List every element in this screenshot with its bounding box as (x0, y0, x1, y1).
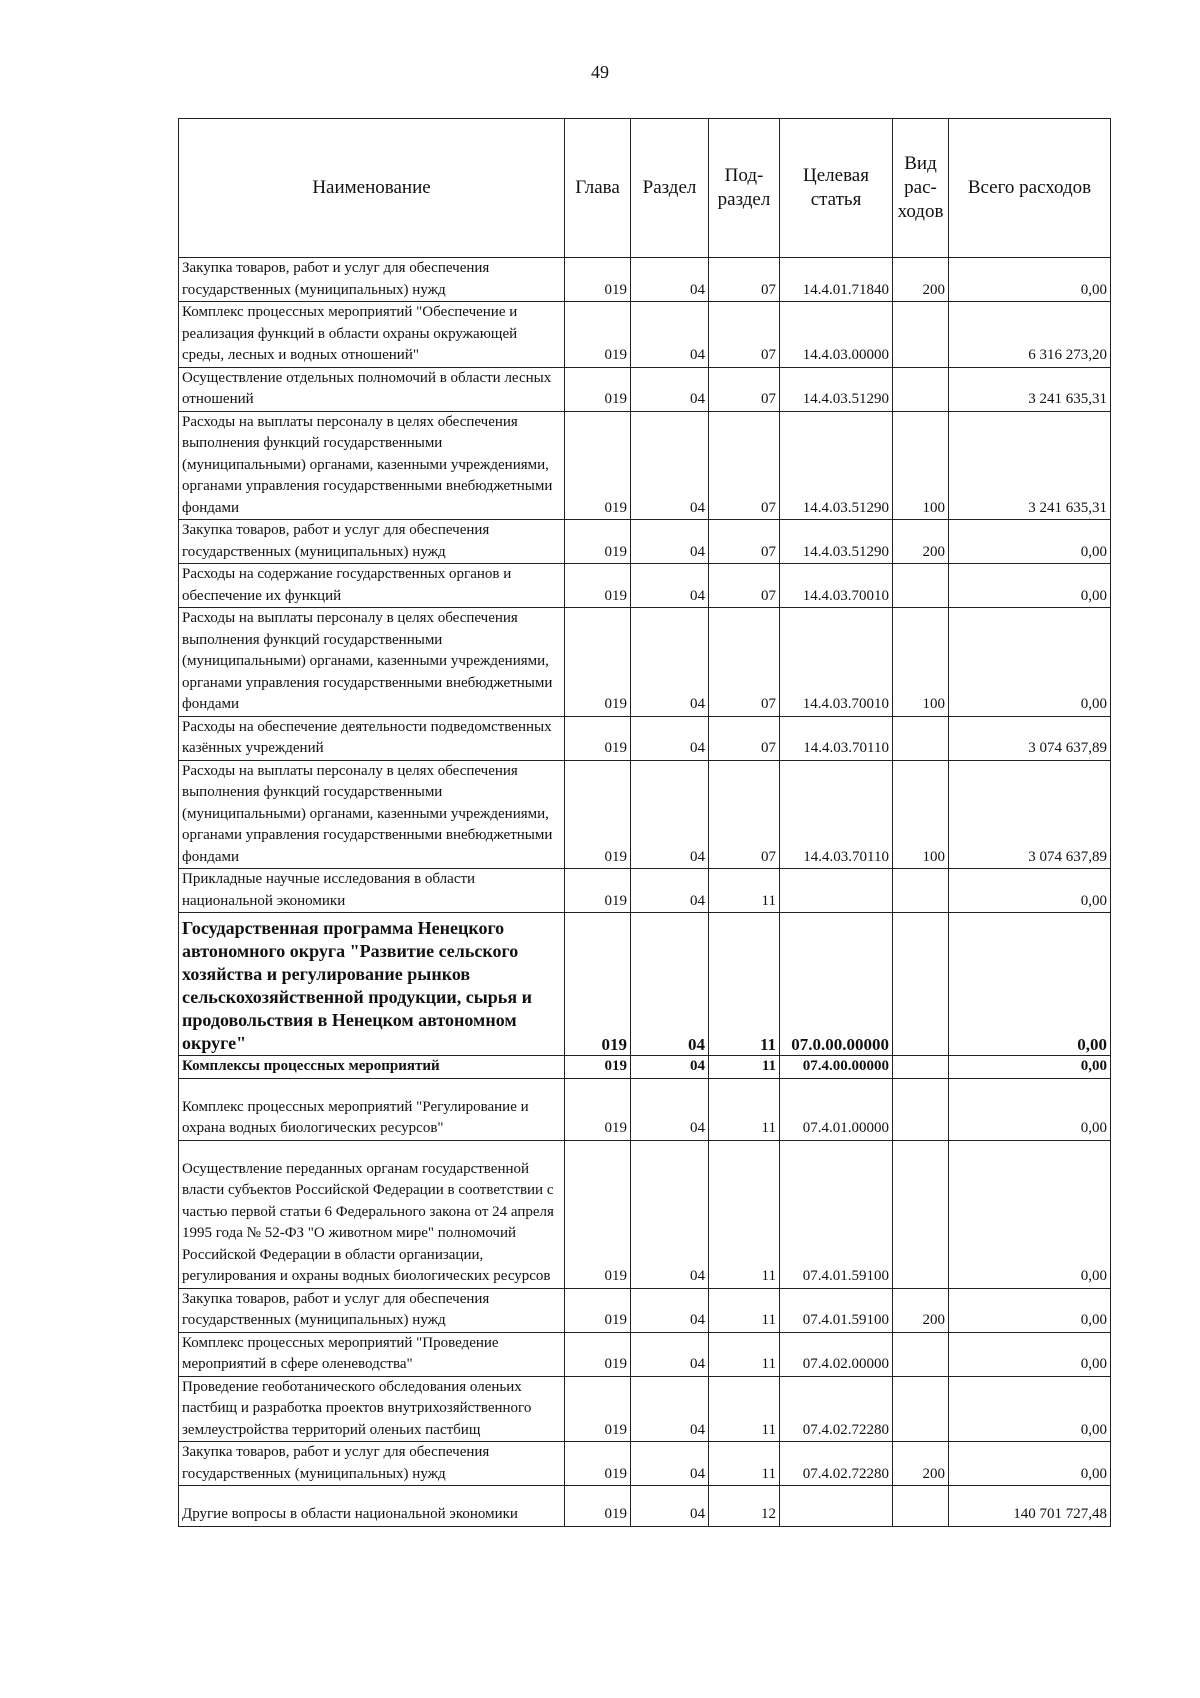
row-total: 0,00 (949, 258, 1111, 302)
row-section: 04 (631, 411, 709, 520)
row-target-article: 14.4.03.00000 (780, 302, 893, 368)
row-subsection: 07 (709, 760, 780, 869)
row-section: 04 (631, 1486, 709, 1527)
row-chapter: 019 (565, 608, 631, 717)
row-expense-type: 200 (893, 520, 949, 564)
row-name: Государственная программа Ненецкого автономного округа "Развитие сельского хозяйства и регулирование рынков сельскохозяйственной продукции, сырья и продовольствия в Ненецком автономном округе" (179, 913, 565, 1056)
row-section: 04 (631, 760, 709, 869)
row-expense-type (893, 302, 949, 368)
row-subsection: 07 (709, 411, 780, 520)
header-expense-type: Вид рас- ходов (893, 119, 949, 258)
row-total: 0,00 (949, 1442, 1111, 1486)
row-subsection: 07 (709, 302, 780, 368)
row-target-article: 14.4.03.51290 (780, 367, 893, 411)
row-name: Проведение геоботанического обследования оленьих пастбищ и разработка проектов внутрихозяйственного землеустройства территорий оленьих пастбищ (179, 1376, 565, 1442)
row-expense-type (893, 1140, 949, 1288)
budget-table (178, 118, 1111, 1527)
row-chapter: 019 (565, 1332, 631, 1376)
row-name: Расходы на обеспечение деятельности подведомственных казённых учреждений (179, 716, 565, 760)
row-target-article (780, 869, 893, 913)
row-subsection: 11 (709, 1442, 780, 1486)
row-total: 3 074 637,89 (949, 716, 1111, 760)
table-row (179, 913, 1111, 1056)
row-section: 04 (631, 1376, 709, 1442)
header-name: Наименование (179, 119, 565, 258)
row-chapter: 019 (565, 411, 631, 520)
row-total: 140 701 727,48 (949, 1486, 1111, 1527)
row-name: Прикладные научные исследования в области национальной экономики (179, 869, 565, 913)
row-subsection: 07 (709, 564, 780, 608)
row-expense-type (893, 869, 949, 913)
row-section: 04 (631, 1056, 709, 1079)
row-subsection: 11 (709, 1288, 780, 1332)
header-section: Раздел (631, 119, 709, 258)
table-row (179, 716, 1111, 760)
row-name: Осуществление переданных органам государственной власти субъектов Российской Федерации в соответствии с частью первой статьи 6 Федерального закона от 24 апреля 1995 года № 52-ФЗ "О животном мире" полномочий Российской Федерации в области организации, регулирования и охраны водных биологических ресурсов (179, 1140, 565, 1288)
header-target-article: Целевая статья (780, 119, 893, 258)
table-row (179, 1442, 1111, 1486)
row-expense-type (893, 367, 949, 411)
row-chapter: 019 (565, 258, 631, 302)
row-total: 0,00 (949, 869, 1111, 913)
row-target-article: 07.0.00.00000 (780, 913, 893, 1056)
row-total: 3 241 635,31 (949, 411, 1111, 520)
row-target-article: 14.4.03.70110 (780, 760, 893, 869)
row-total: 0,00 (949, 1056, 1111, 1079)
row-section: 04 (631, 1442, 709, 1486)
row-total: 0,00 (949, 1078, 1111, 1140)
row-target-article: 14.4.01.71840 (780, 258, 893, 302)
row-target-article: 07.4.01.00000 (780, 1078, 893, 1140)
header-subsection: Под- раздел (709, 119, 780, 258)
row-section: 04 (631, 367, 709, 411)
row-target-article (780, 1486, 893, 1527)
table-row (179, 1078, 1111, 1140)
row-section: 04 (631, 258, 709, 302)
row-chapter: 019 (565, 913, 631, 1056)
row-subsection: 11 (709, 1376, 780, 1442)
row-subsection: 07 (709, 367, 780, 411)
row-expense-type (893, 1078, 949, 1140)
row-expense-type (893, 716, 949, 760)
row-expense-type: 100 (893, 608, 949, 717)
row-chapter: 019 (565, 520, 631, 564)
row-name: Расходы на содержание государственных органов и обеспечение их функций (179, 564, 565, 608)
row-name: Комплекс процессных мероприятий "Обеспечение и реализация функций в области охраны окружающей среды, лесных и водных отношений" (179, 302, 565, 368)
table-row (179, 411, 1111, 520)
table-row (179, 1376, 1111, 1442)
table-row (179, 367, 1111, 411)
table-header-row (179, 119, 1111, 258)
row-subsection: 11 (709, 1078, 780, 1140)
row-subsection: 07 (709, 258, 780, 302)
row-total: 0,00 (949, 1288, 1111, 1332)
row-expense-type (893, 1332, 949, 1376)
row-target-article: 07.4.00.00000 (780, 1056, 893, 1079)
row-expense-type: 100 (893, 411, 949, 520)
row-subsection: 11 (709, 1140, 780, 1288)
row-chapter: 019 (565, 1376, 631, 1442)
row-name: Закупка товаров, работ и услуг для обеспечения государственных (муниципальных) нужд (179, 1442, 565, 1486)
row-chapter: 019 (565, 869, 631, 913)
table-row (179, 1056, 1111, 1079)
row-subsection: 12 (709, 1486, 780, 1527)
row-expense-type (893, 1056, 949, 1079)
row-total: 0,00 (949, 1376, 1111, 1442)
row-name: Закупка товаров, работ и услуг для обеспечения государственных (муниципальных) нужд (179, 1288, 565, 1332)
row-expense-type: 200 (893, 1442, 949, 1486)
row-chapter: 019 (565, 1486, 631, 1527)
row-section: 04 (631, 1288, 709, 1332)
row-subsection: 11 (709, 1056, 780, 1079)
row-total: 0,00 (949, 1140, 1111, 1288)
row-chapter: 019 (565, 367, 631, 411)
row-section: 04 (631, 913, 709, 1056)
row-section: 04 (631, 564, 709, 608)
row-chapter: 019 (565, 716, 631, 760)
row-name: Комплекс процессных мероприятий "Проведение мероприятий в сфере оленеводства" (179, 1332, 565, 1376)
table-row (179, 564, 1111, 608)
row-chapter: 019 (565, 1140, 631, 1288)
table-row (179, 608, 1111, 717)
row-target-article: 14.4.03.70010 (780, 564, 893, 608)
row-chapter: 019 (565, 1288, 631, 1332)
row-name: Расходы на выплаты персоналу в целях обеспечения выполнения функций государственными (муниципальными) органами, казенными учреждениями, органами управления государственными внебюджетными фондами (179, 411, 565, 520)
row-section: 04 (631, 1140, 709, 1288)
row-chapter: 019 (565, 1078, 631, 1140)
row-section: 04 (631, 1332, 709, 1376)
row-expense-type (893, 1376, 949, 1442)
row-target-article: 14.4.03.70010 (780, 608, 893, 717)
row-total: 3 241 635,31 (949, 367, 1111, 411)
row-chapter: 019 (565, 302, 631, 368)
header-chapter: Глава (565, 119, 631, 258)
row-expense-type: 100 (893, 760, 949, 869)
row-expense-type (893, 913, 949, 1056)
row-total: 0,00 (949, 520, 1111, 564)
row-subsection: 11 (709, 1332, 780, 1376)
row-total: 0,00 (949, 1332, 1111, 1376)
row-chapter: 019 (565, 1442, 631, 1486)
row-name: Осуществление отдельных полномочий в области лесных отношений (179, 367, 565, 411)
header-total: Всего расходов (949, 119, 1111, 258)
row-expense-type: 200 (893, 258, 949, 302)
row-name: Комплексы процессных мероприятий (179, 1056, 565, 1079)
table-row (179, 258, 1111, 302)
row-section: 04 (631, 302, 709, 368)
row-total: 0,00 (949, 564, 1111, 608)
table-row (179, 1332, 1111, 1376)
row-subsection: 07 (709, 520, 780, 564)
row-section: 04 (631, 608, 709, 717)
row-name: Другие вопросы в области национальной экономики (179, 1486, 565, 1527)
row-subsection: 07 (709, 716, 780, 760)
row-name: Закупка товаров, работ и услуг для обеспечения государственных (муниципальных) нужд (179, 258, 565, 302)
row-section: 04 (631, 520, 709, 564)
row-name: Комплекс процессных мероприятий "Регулирование и охрана водных биологических ресурсов" (179, 1078, 565, 1140)
row-total: 0,00 (949, 608, 1111, 717)
table-row (179, 520, 1111, 564)
row-target-article: 07.4.01.59100 (780, 1140, 893, 1288)
row-total: 6 316 273,20 (949, 302, 1111, 368)
row-target-article: 07.4.01.59100 (780, 1288, 893, 1332)
row-name: Расходы на выплаты персоналу в целях обеспечения выполнения функций государственными (муниципальными) органами, казенными учреждениями, органами управления государственными внебюджетными фондами (179, 608, 565, 717)
row-expense-type (893, 564, 949, 608)
row-target-article: 07.4.02.72280 (780, 1376, 893, 1442)
row-total: 0,00 (949, 913, 1111, 1056)
row-subsection: 07 (709, 608, 780, 717)
row-section: 04 (631, 716, 709, 760)
row-target-article: 14.4.03.51290 (780, 520, 893, 564)
row-target-article: 14.4.03.51290 (780, 411, 893, 520)
row-subsection: 11 (709, 913, 780, 1056)
row-expense-type: 200 (893, 1288, 949, 1332)
row-section: 04 (631, 1078, 709, 1140)
row-total: 3 074 637,89 (949, 760, 1111, 869)
table-row (179, 869, 1111, 913)
table-row (179, 1288, 1111, 1332)
table-row (179, 1486, 1111, 1527)
row-name: Расходы на выплаты персоналу в целях обеспечения выполнения функций государственными (муниципальными) органами, казенными учреждениями, органами управления государственными внебюджетными фондами (179, 760, 565, 869)
row-chapter: 019 (565, 1056, 631, 1079)
table-row (179, 302, 1111, 368)
row-target-article: 07.4.02.72280 (780, 1442, 893, 1486)
page-number: 49 (591, 62, 609, 82)
row-name: Закупка товаров, работ и услуг для обеспечения государственных (муниципальных) нужд (179, 520, 565, 564)
table-row (179, 760, 1111, 869)
row-target-article: 14.4.03.70110 (780, 716, 893, 760)
row-expense-type (893, 1486, 949, 1527)
row-subsection: 11 (709, 869, 780, 913)
row-chapter: 019 (565, 564, 631, 608)
row-section: 04 (631, 869, 709, 913)
table-row (179, 1140, 1111, 1288)
row-target-article: 07.4.02.00000 (780, 1332, 893, 1376)
row-chapter: 019 (565, 760, 631, 869)
